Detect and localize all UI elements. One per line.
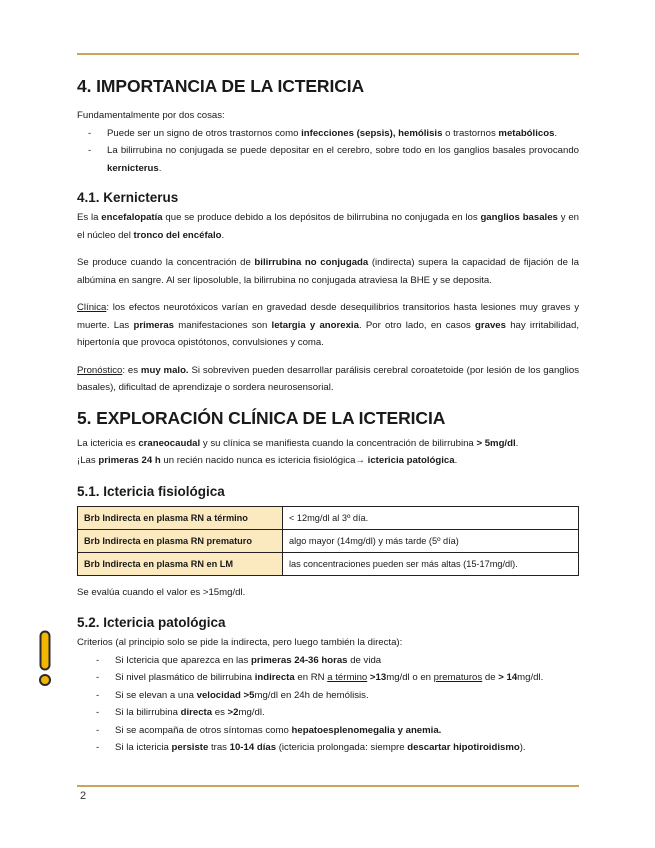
list-item: - La bilirrubina no conjugada se puede depositar en el cerebro, sobre todo en los ganglios basales provocando kernicterus.	[107, 142, 579, 177]
list-item: - Puede ser un signo de otros trastornos como infecciones (sepsis), hemólisis o trastornos metabólicos.	[107, 125, 579, 143]
section-5-title: 5. EXPLORACIÓN CLÍNICA DE LA ICTERICIA	[77, 407, 446, 428]
kernicterus-pronostico: Pronóstico: es muy malo. Si sobreviven pueden desarrollar parálisis cerebral coroatetoide (por lesión de los ganglios basales), dificultad de aprendizaje o sordera neurosensorial.	[77, 364, 580, 393]
list-item: - Si se elevan a una velocidad >5mg/dl en 24h de hemólisis.	[115, 687, 579, 705]
table-row	[78, 552, 579, 575]
section-4-intro: Fundamentalmente por dos cosas:	[77, 110, 225, 121]
section-5-line-2: ¡Las primeras 24 h un recién nacido nunca es ictericia fisiológica→ ictericia patológica.	[77, 455, 458, 466]
list-item: - Si se acompaña de otros síntomas como hepatoesplenomegalia y anemia.	[115, 722, 579, 740]
section-4-title: 4. IMPORTANCIA DE LA ICTERICIA	[77, 76, 365, 96]
section-5-2-title: 5.2. Ictericia patológica	[77, 615, 226, 630]
list-item: - Si Ictericia que aparezca en las primeras 24-36 horas de vida	[115, 652, 579, 670]
row-value: < 12mg/dl al 3º día.	[283, 506, 579, 529]
kernicterus-clinica: Clínica: los efectos neurotóxicos varían en gravedad desde desequilibrios transitorios hasta lesiones muy graves y muerte. Las primeras manifestaciones son letargia y anorexia. Por otro lado, en casos graves hay irritabilidad, hipertonía que provoca opistótonos, convulsiones y coma.	[77, 302, 579, 348]
physiological-note: Se evalúa cuando el valor es >15mg/dl.	[77, 586, 246, 598]
section-4-1-title: 4.1. Kernicterus	[77, 190, 179, 205]
warning-exclamation-icon	[38, 630, 52, 688]
table-row	[78, 506, 579, 529]
list-item: - Si nivel plasmático de bilirrubina indirecta en RN a término >13mg/dl o en prematuros de > 14mg/dl.	[115, 669, 579, 687]
pathological-criteria	[77, 652, 579, 757]
row-label: Brb Indirecta en plasma RN a término	[78, 506, 283, 529]
section-5-1-title: 5.1. Ictericia fisiológica	[77, 483, 225, 499]
header-rule	[77, 53, 579, 55]
kernicterus-mechanism: Se produce cuando la concentración de bilirrubina no conjugada (indirecta) supera la capacidad de fijación de la albúmina en sangre. Al ser liposoluble, la bilirrubina no conjugada atraviesa la BHE y se deposita.	[77, 257, 579, 286]
list-item: - Si la ictericia persiste tras 10-14 días (ictericia prolongada: siempre descartar hipotiroidismo).	[115, 739, 579, 757]
row-label: Brb Indirecta en plasma RN prematuro	[78, 529, 283, 552]
row-value: algo mayor (14mg/dl) y más tarde (5º día)	[283, 529, 579, 552]
list-item: - Si la bilirrubina directa es >2mg/dl.	[115, 704, 579, 722]
table-row	[78, 529, 579, 552]
physiological-table	[77, 506, 579, 576]
section-4-list	[77, 125, 579, 178]
footer-rule	[77, 785, 579, 787]
page-content	[77, 70, 579, 757]
row-value: las concentraciones pueden ser más altas (15-17mg/dl).	[283, 552, 579, 575]
section-5-line-1: La ictericia es craneocaudal y su clínica se manifiesta cuando la concentración de bilirrubina > 5mg/dl.	[77, 437, 519, 449]
page-number: 2	[80, 790, 87, 802]
row-label: Brb Indirecta en plasma RN en LM	[78, 552, 283, 575]
kernicterus-definition: Es la encefalopatía que se produce debido a los depósitos de bilirrubina no conjugada en los ganglios basales y en el núcleo del tronco del encéfalo.	[77, 212, 579, 241]
pathological-intro: Criterios (al principio solo se pide la indirecta, pero luego también la directa):	[77, 637, 403, 648]
